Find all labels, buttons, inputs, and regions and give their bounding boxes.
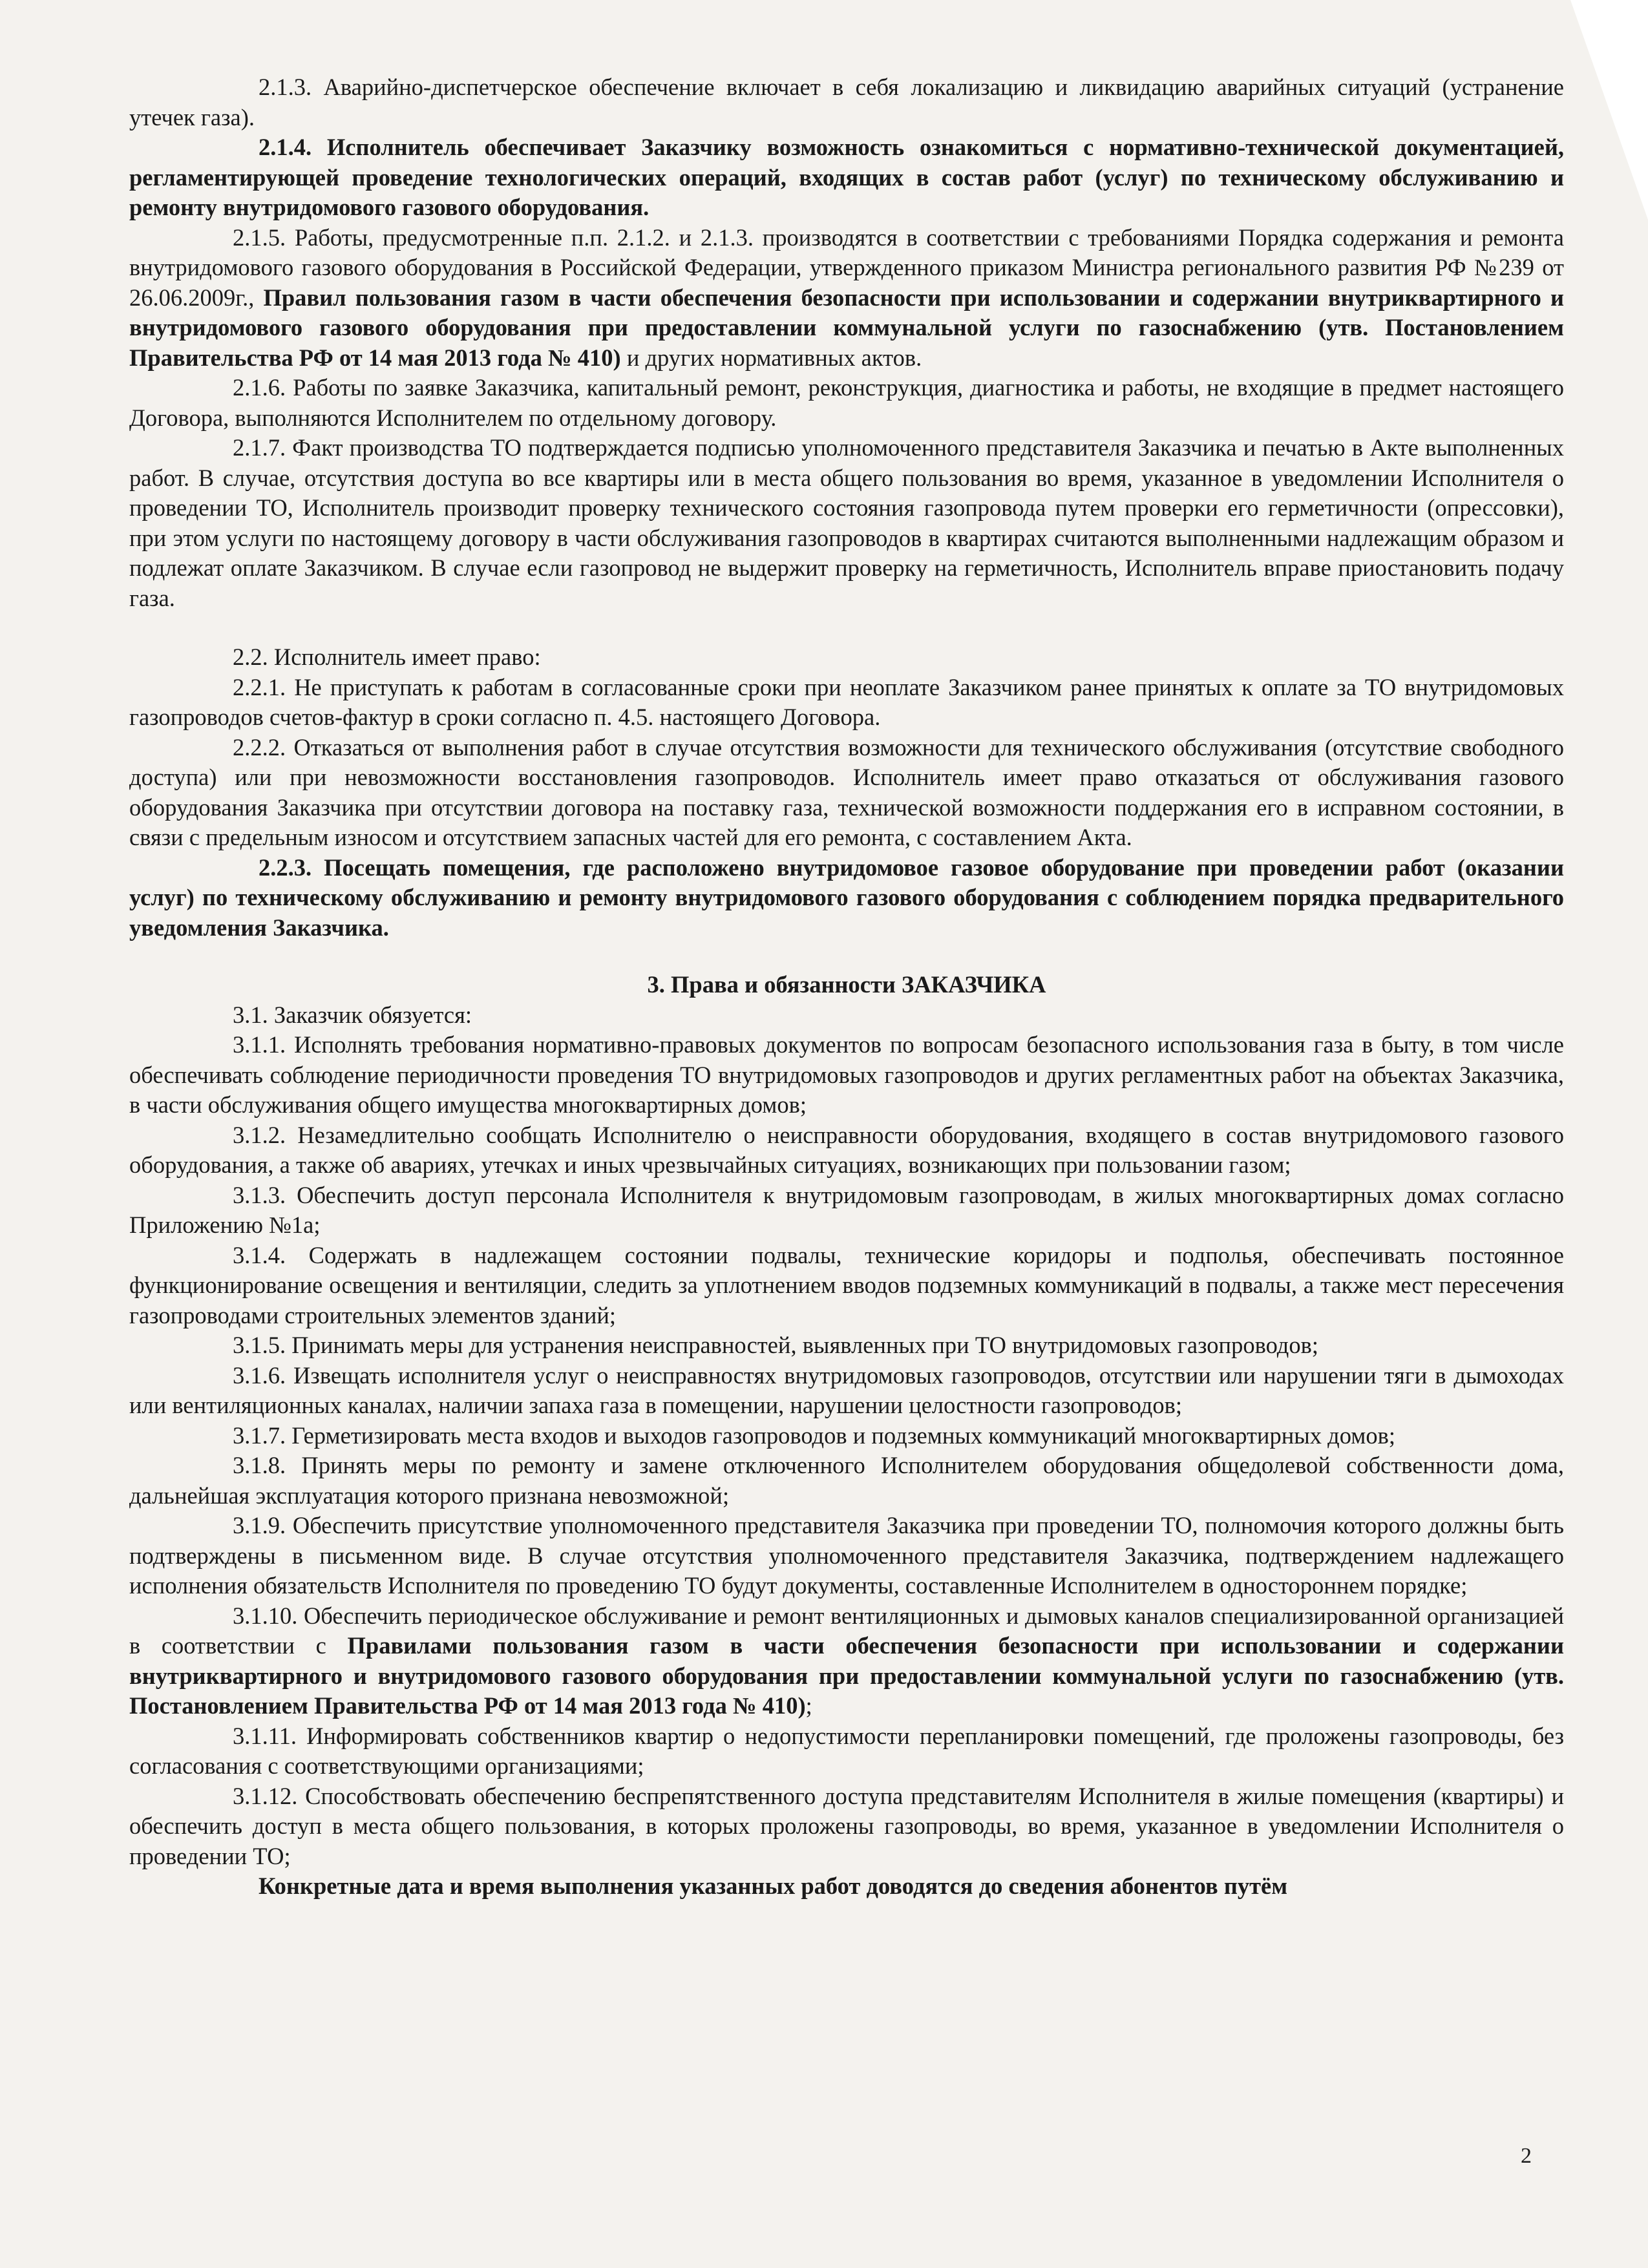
text-segment: 2.1.3. Аварийно-диспетчерское обеспечение включает в себя локализацию и ликвидацию аварийных ситуаций (устранение утечек газа). — [129, 74, 1564, 131]
paragraph — [129, 1871, 1564, 1902]
text-segment: 3.1.8. Принять меры по ремонту и замене отключенного Исполнителем оборудования общедолевой собственности дома, дальнейшая эксплуатация которого признана невозможной; — [129, 1452, 1564, 1509]
section-heading — [129, 970, 1564, 1000]
text-segment: 2.1.5. Работы, предусмотренные п.п. 2.1.2. и 2.1.3. производятся в соответствии с требованиями Порядка содержания и ремонта внутридомового газового оборудования в Российской Федерации, утвержденного приказом Министра регионального развития РФ №239 от 26.06.2009г., — [129, 224, 1564, 311]
paragraph — [129, 72, 1564, 132]
text-segment: 3.1.1. Исполнять требования нормативно-правовых документов по вопросам безопасного использования газа в быту, в том числе обеспечивать соблюдение периодичности проведения ТО внутридомовых газопроводов и других регламентных работ на объектах Заказчика, в части обслуживания общего имущества многоквартирных домов; — [129, 1031, 1564, 1118]
document-body — [129, 72, 1564, 1902]
text-segment: 3.1.5. Принимать меры для устранения неисправностей, выявленных при ТО внутридомовых газопроводов; — [233, 1332, 1318, 1358]
paragraph — [129, 433, 1564, 613]
paragraph — [129, 642, 1564, 673]
paragraph — [129, 1000, 1564, 1031]
paragraph — [129, 1781, 1564, 1872]
paragraph — [129, 1421, 1564, 1451]
paragraph — [129, 1451, 1564, 1511]
paragraph — [129, 132, 1564, 223]
text-segment: 2.2. Исполнитель имеет право: — [233, 644, 541, 670]
text-segment: 3.1.12. Способствовать обеспечению беспрепятственного доступа представителям Исполнителя в жилые помещения (квартиры) и обеспечить доступ в места общего пользования, в которых проложены газопроводы, во время, указанное в уведомлении Исполнителя о проведении ТО; — [129, 1782, 1564, 1869]
text-segment: 2.1.7. Факт производства ТО подтверждается подписью уполномоченного представителя Заказчика и печатью в Акте выполненных работ. В случае, отсутствия доступа во все квартиры или в места общего пользования во время, указанное в уведомлении Исполнителя о проведении ТО, Исполнитель производит проверку технического состояния газопровода путем проверки его герметичности (опрессовки), при этом услуги по настоящему договору в части обслуживания газопроводов в квартирах считаются выполненными надлежащим образом и подлежат оплате Заказчиком. В случае если газопровод не выдержит проверку на герметичность, Исполнитель вправе приостановить подачу газа. — [129, 434, 1564, 611]
text-segment: 3.1.10. Обеспечить периодическое обслуживание и ремонт вентиляционных и дымовых каналов специализированной организацией в соответствии с — [129, 1602, 1564, 1659]
folded-corner — [1570, 0, 1648, 220]
bold-text-segment: 3. Права и обязанности ЗАКАЗЧИКА — [647, 971, 1046, 998]
paragraph — [129, 733, 1564, 853]
paragraph — [129, 1721, 1564, 1781]
paragraph — [129, 1601, 1564, 1721]
bold-text-segment: 2.2.3. Посещать помещения, где расположено внутридомовое газовое оборудование при проведении работ (оказании услуг) по техническому обслуживанию и ремонту внутридомового газового оборудования с соблюдением порядка предварительного уведомления Заказчика. — [129, 854, 1564, 941]
text-segment: 3.1.2. Незамедлительно сообщать Исполнителю о неисправности оборудования, входящего в состав внутридомового газового оборудования, а также об авариях, утечках и иных чрезвычайных ситуациях, возникающих при пользовании газом; — [129, 1121, 1564, 1178]
bold-text-segment: Правилами пользования газом в части обеспечения безопасности при использовании и содержании внутриквартирного и внутридомового газового оборудования при предоставлении коммунальной услуги по газоснабжению (утв. Постановлением Правительства РФ от 14 мая 2013 года № 410) — [129, 1632, 1564, 1719]
paragraph — [129, 853, 1564, 943]
text-segment: 3.1. Заказчик обязуется: — [233, 1001, 472, 1028]
text-segment: 3.1.9. Обеспечить присутствие уполномоченного представителя Заказчика при проведении ТО, полномочия которого должны быть подтверждены в письменном виде. В случае отсутствия уполномоченного представителя Заказчика, подтверждением надлежащего исполнения обязательств Исполнителя по проведению ТО будут документы, составленные Исполнителем в одностороннем порядке; — [129, 1512, 1564, 1599]
bold-text-segment: Конкретные дата и время выполнения указанных работ доводятся до сведения абонентов путём — [259, 1873, 1288, 1899]
text-segment: ; — [805, 1692, 812, 1719]
paragraph — [129, 1030, 1564, 1120]
text-segment: 3.1.6. Извещать исполнителя услуг о неисправностях внутридомовых газопроводов, отсутствии или нарушении тяги в дымоходах или вентиляционных каналах, наличии запаха газа в помещении, нарушении целостности газопроводов; — [129, 1361, 1564, 1418]
text-segment: 2.1.6. Работы по заявке Заказчика, капитальный ремонт, реконструкция, диагностика и работы, не входящие в предмет настоящего Договора, выполняются Исполнителем по отдельному договору. — [129, 374, 1564, 431]
page-number: 2 — [1521, 2144, 1532, 2168]
bold-text-segment: 2.1.4. Исполнитель обеспечивает Заказчику возможность ознакомиться с нормативно-технической документацией, регламентирующей проведение технологических операций, входящих в состав работ (услуг) по техническому обслуживанию и ремонту внутридомового газового оборудования. — [129, 134, 1564, 220]
text-segment: и других нормативных актов. — [620, 344, 922, 371]
bold-text-segment: Правил пользования газом в части обеспечения безопасности при использовании и содержании внутриквартирного и внутридомового газового оборудования при предоставлении коммунальной услуги по газоснабжению (утв. Постановлением Правительства РФ от 14 мая 2013 года № 410) — [129, 284, 1564, 371]
text-segment: 3.1.11. Информировать собственников квартир о недопустимости перепланировки помещений, где проложены газопроводы, без согласования с соответствующими организациями; — [129, 1722, 1564, 1779]
paragraph — [129, 1181, 1564, 1241]
text-segment: 3.1.7. Герметизировать места входов и выходов газопроводов и подземных коммуникаций многоквартирных домов; — [233, 1422, 1395, 1449]
text-segment: 2.2.2. Отказаться от выполнения работ в случае отсутствия возможности для технического обслуживания (отсутствие свободного доступа) или при невозможности восстановления газопроводов. Исполнитель имеет право отказаться от обслуживания газового оборудования Заказчика при отсутствии договора на поставку газа, технической возможности поддержания его в исправном состоянии, в связи с предельным износом и отсутствием запасных частей для его ремонта, с составлением Акта. — [129, 733, 1564, 850]
paragraph — [129, 1361, 1564, 1421]
paragraph — [129, 1120, 1564, 1181]
text-segment: 3.1.3. Обеспечить доступ персонала Исполнителя к внутридомовым газопроводам, в жилых многоквартирных домах согласно Приложению №1а; — [129, 1181, 1564, 1238]
text-segment: 2.2.1. Не приступать к работам в согласованные сроки при неоплате Заказчиком ранее принятых к оплате за ТО внутридомовых газопроводов счетов-фактур в сроки согласно п. 4.5. настоящего Договора. — [129, 673, 1564, 730]
paragraph — [129, 373, 1564, 433]
paragraph — [129, 223, 1564, 373]
paragraph — [129, 1330, 1564, 1361]
text-segment: 3.1.4. Содержать в надлежащем состоянии подвалы, технические коридоры и подполья, обеспечивать постоянное функционирование освещения и вентиляции, следить за уплотнением вводов подземных коммуникаций в подвалы, а также мест пересечения газопроводами строительных элементов зданий; — [129, 1241, 1564, 1328]
paragraph — [129, 673, 1564, 733]
paragraph — [129, 1241, 1564, 1331]
paragraph — [129, 1511, 1564, 1601]
